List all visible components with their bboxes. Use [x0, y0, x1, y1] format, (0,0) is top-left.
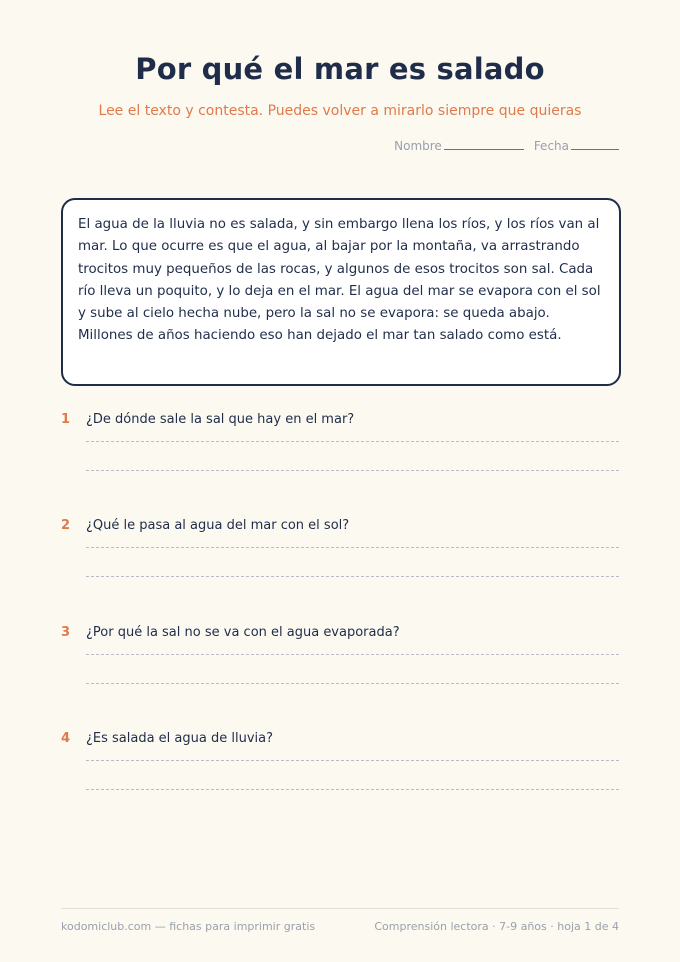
answer-line[interactable] [86, 547, 619, 548]
question-number: 3 [61, 625, 71, 640]
question-2 [61, 518, 619, 588]
page-subtitle: Lee el texto y contesta. Puedes volver a mirarlo siempre que quieras [98, 103, 582, 119]
question-text: ¿Por qué la sal no se va con el agua evaporada? [86, 625, 400, 640]
reading-passage: El agua de la lluvia no es salada, y sin embargo llena los ríos, y los ríos van al mar. Lo que ocurre es que el agua, al bajar por la montaña, va arrastrando trocitos muy pequeños de las rocas, y algunos de esos trocitos son sal. Cada río lleva un poquito, y lo deja en el mar. El agua del mar se evapora con el sol y sube al cielo hecha nube, pero la sal no se evapora: se queda abajo. Millones de años haciendo eso han dejado el mar tan salado como está. [61, 198, 621, 386]
footer-divider [61, 908, 619, 909]
name-date-row [384, 139, 619, 153]
name-label: Nombre [394, 139, 442, 153]
question-text: ¿Es salada el agua de lluvia? [86, 731, 274, 746]
name-blank[interactable] [444, 139, 524, 150]
date-blank[interactable] [571, 139, 619, 150]
answer-line[interactable] [86, 654, 619, 655]
answer-line[interactable] [86, 576, 619, 577]
question-text: ¿De dónde sale la sal que hay en el mar? [86, 412, 355, 427]
answer-line[interactable] [86, 683, 619, 684]
page-title: Por qué el mar es salado [135, 52, 545, 86]
answer-line[interactable] [86, 789, 619, 790]
footer-sheet-info: Comprensión lectora · 7-9 años · hoja 1 de 4 [374, 920, 619, 933]
question-1 [61, 412, 619, 482]
answer-line[interactable] [86, 760, 619, 761]
question-number: 4 [61, 731, 71, 746]
question-number: 2 [61, 518, 71, 533]
question-text: ¿Qué le pasa al agua del mar con el sol? [86, 518, 350, 533]
question-number: 1 [61, 412, 71, 427]
question-4 [61, 731, 619, 801]
date-label: Fecha [533, 139, 569, 153]
answer-line[interactable] [86, 470, 619, 471]
question-3 [61, 625, 619, 695]
footer-site-text: kodomiclub.com — fichas para imprimir gratis [61, 920, 316, 933]
answer-line[interactable] [86, 441, 619, 442]
